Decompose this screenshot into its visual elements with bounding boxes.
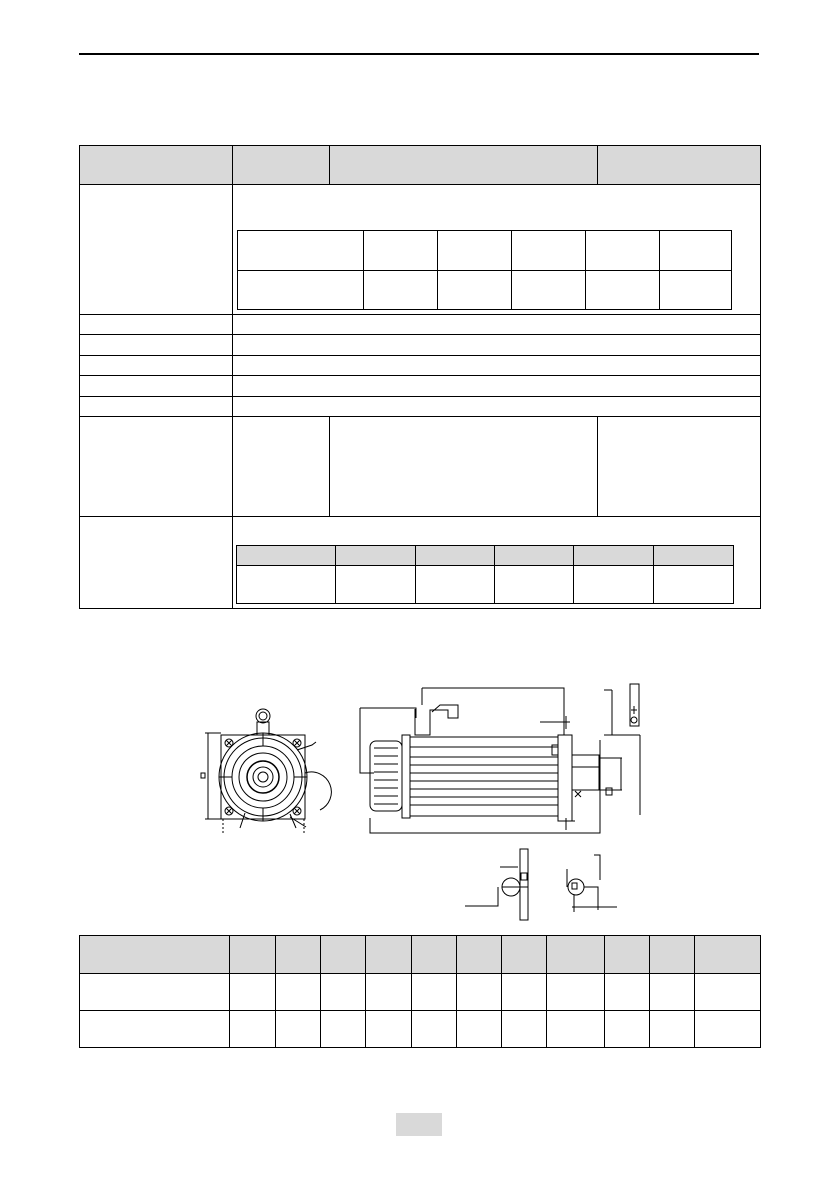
dimension-header-row [80, 936, 761, 974]
motor-front-view [201, 709, 331, 835]
shaft-section-detail [567, 855, 617, 912]
dimension-row [80, 1011, 761, 1048]
shaft-key-detail [465, 849, 528, 920]
motor-side-view [360, 684, 640, 833]
page-number-box [396, 1113, 442, 1136]
dimension-row [80, 974, 761, 1011]
dimension-table [79, 935, 761, 1048]
